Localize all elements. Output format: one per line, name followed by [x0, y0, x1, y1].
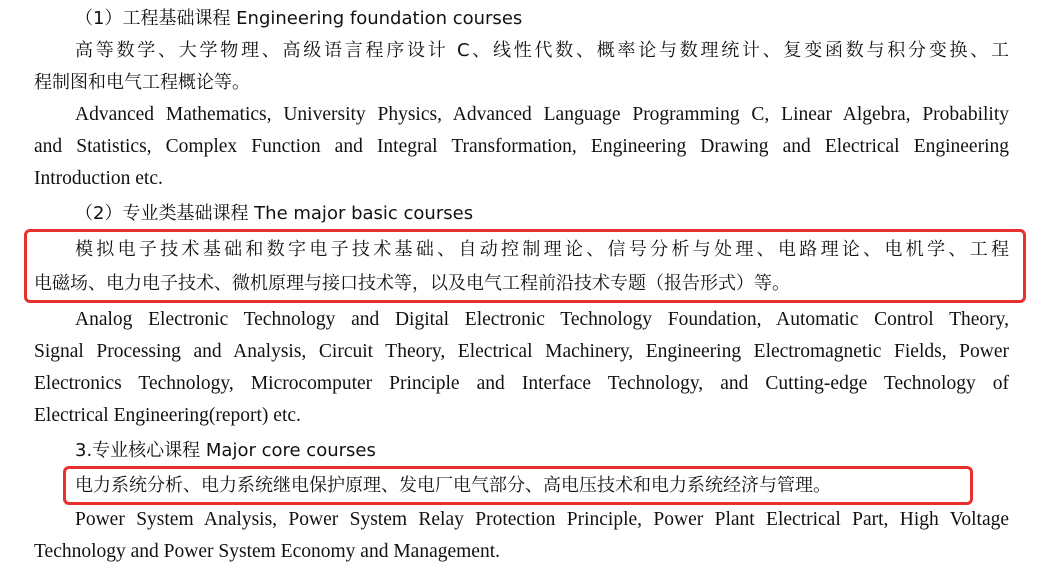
- major-basic-en-line-3: Electronics Technology, Microcomputer Principle and Interface Technology, and Cutting-edge Technology of: [34, 373, 1009, 394]
- major-basic-en-line-1: Analog Electronic Technology and Digital Electronic Technology Foundation, Automatic Control Theory,: [75, 309, 1009, 330]
- section-heading-major-basic: （2）专业类基础课程 The major basic courses: [75, 203, 474, 224]
- foundation-en-line-1: Advanced Mathematics, University Physics, Advanced Language Programming C, Linear Algebra, Probability: [75, 104, 1009, 125]
- major-basic-en-line-2: Signal Processing and Analysis, Circuit Theory, Electrical Machinery, Engineering Electromagnetic Fields, Power: [34, 341, 1009, 362]
- section-heading-foundation: （1）工程基础课程 Engineering foundation courses: [75, 8, 523, 29]
- major-core-en-line-1: Power System Analysis, Power System Relay Protection Principle, Power Plant Electrical Part, High Voltage: [75, 509, 1009, 530]
- major-basic-cn-line-1: 模拟电子技术基础和数字电子技术基础、自动控制理论、信号分析与处理、电路理论、电机学、工程: [75, 239, 1009, 260]
- foundation-cn-line-1: 高等数学、大学物理、高级语言程序设计 C、线性代数、概率论与数理统计、复变函数与积分变换、工: [75, 40, 1009, 61]
- major-core-cn-line-1: 电力系统分析、电力系统继电保护原理、发电厂电气部分、高电压技术和电力系统经济与管理。: [75, 475, 831, 496]
- major-basic-en-line-4: Electrical Engineering(report) etc.: [34, 405, 301, 426]
- section-heading-major-core: 3.专业核心课程 Major core courses: [75, 440, 376, 461]
- major-basic-cn-line-2: 电磁场、电力电子技术、微机原理与接口技术等，以及电气工程前沿技术专题（报告形式）等。: [34, 273, 790, 294]
- foundation-en-line-3: Introduction etc.: [34, 168, 163, 189]
- foundation-en-line-2: and Statistics, Complex Function and Integral Transformation, Engineering Drawing and Electrical Engineering: [34, 136, 1009, 157]
- foundation-cn-line-2: 程制图和电气工程概论等。: [34, 72, 250, 93]
- major-core-en-line-2: Technology and Power System Economy and Management.: [34, 541, 500, 562]
